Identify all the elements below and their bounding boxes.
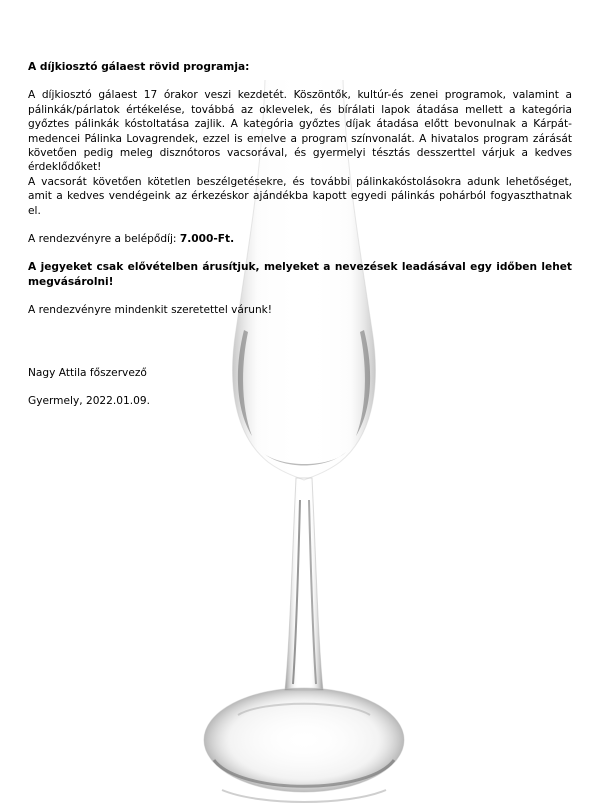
organizer-signature: Nagy Attila főszervező — [28, 366, 147, 379]
entry-fee-amount: 7.000-Ft. — [179, 233, 235, 246]
entry-fee-label: A rendezvényre a belépődíj: — [28, 233, 180, 246]
ticket-notice: A jegyeket csak elővételben árusítjuk, melyeket a nevezések leadásával egy időben lehet megvásárolni! — [28, 261, 572, 288]
dinner-description: A vacsorát követően kötetlen beszélgetésekre, és további pálinkakóstolásokra adunk lehetőséget, amit a kedves vendégeink az érkezéskor ajándékba kapott egyedi pálinkás pohárból fogyaszthatnak el. — [28, 175, 572, 217]
program-heading: A díjkiosztó gálaest rövid programja: — [28, 61, 250, 73]
entry-fee — [28, 232, 572, 246]
program-description: A díjkiosztó gálaest 17 órakor veszi kezdetét. Köszöntők, kultúr-és zenei programok, valamint a pálinkák/párlatok értékelése, továbbá az oklevelek, és bírálati lapok átadása mellett a kategória győztes pálinkák kóstoltatása zajlik. A kategória győztes díjak átadása előtt bevonulnak a Kárpát-medencei Pálinka Lovagrendek, ezzel is emelve a program színvonalát. A hivatalos program zárását követően pedig meleg disznótoros vacsorával, és gyermelyi tésztás desszerttel várjuk a kedves érdeklődőket! — [28, 89, 572, 174]
document-body — [28, 60, 572, 409]
invitation-text: A rendezvényre mindenkit szeretettel várunk! — [28, 304, 273, 317]
place-and-date: Gyermely, 2022.01.09. — [28, 395, 150, 408]
